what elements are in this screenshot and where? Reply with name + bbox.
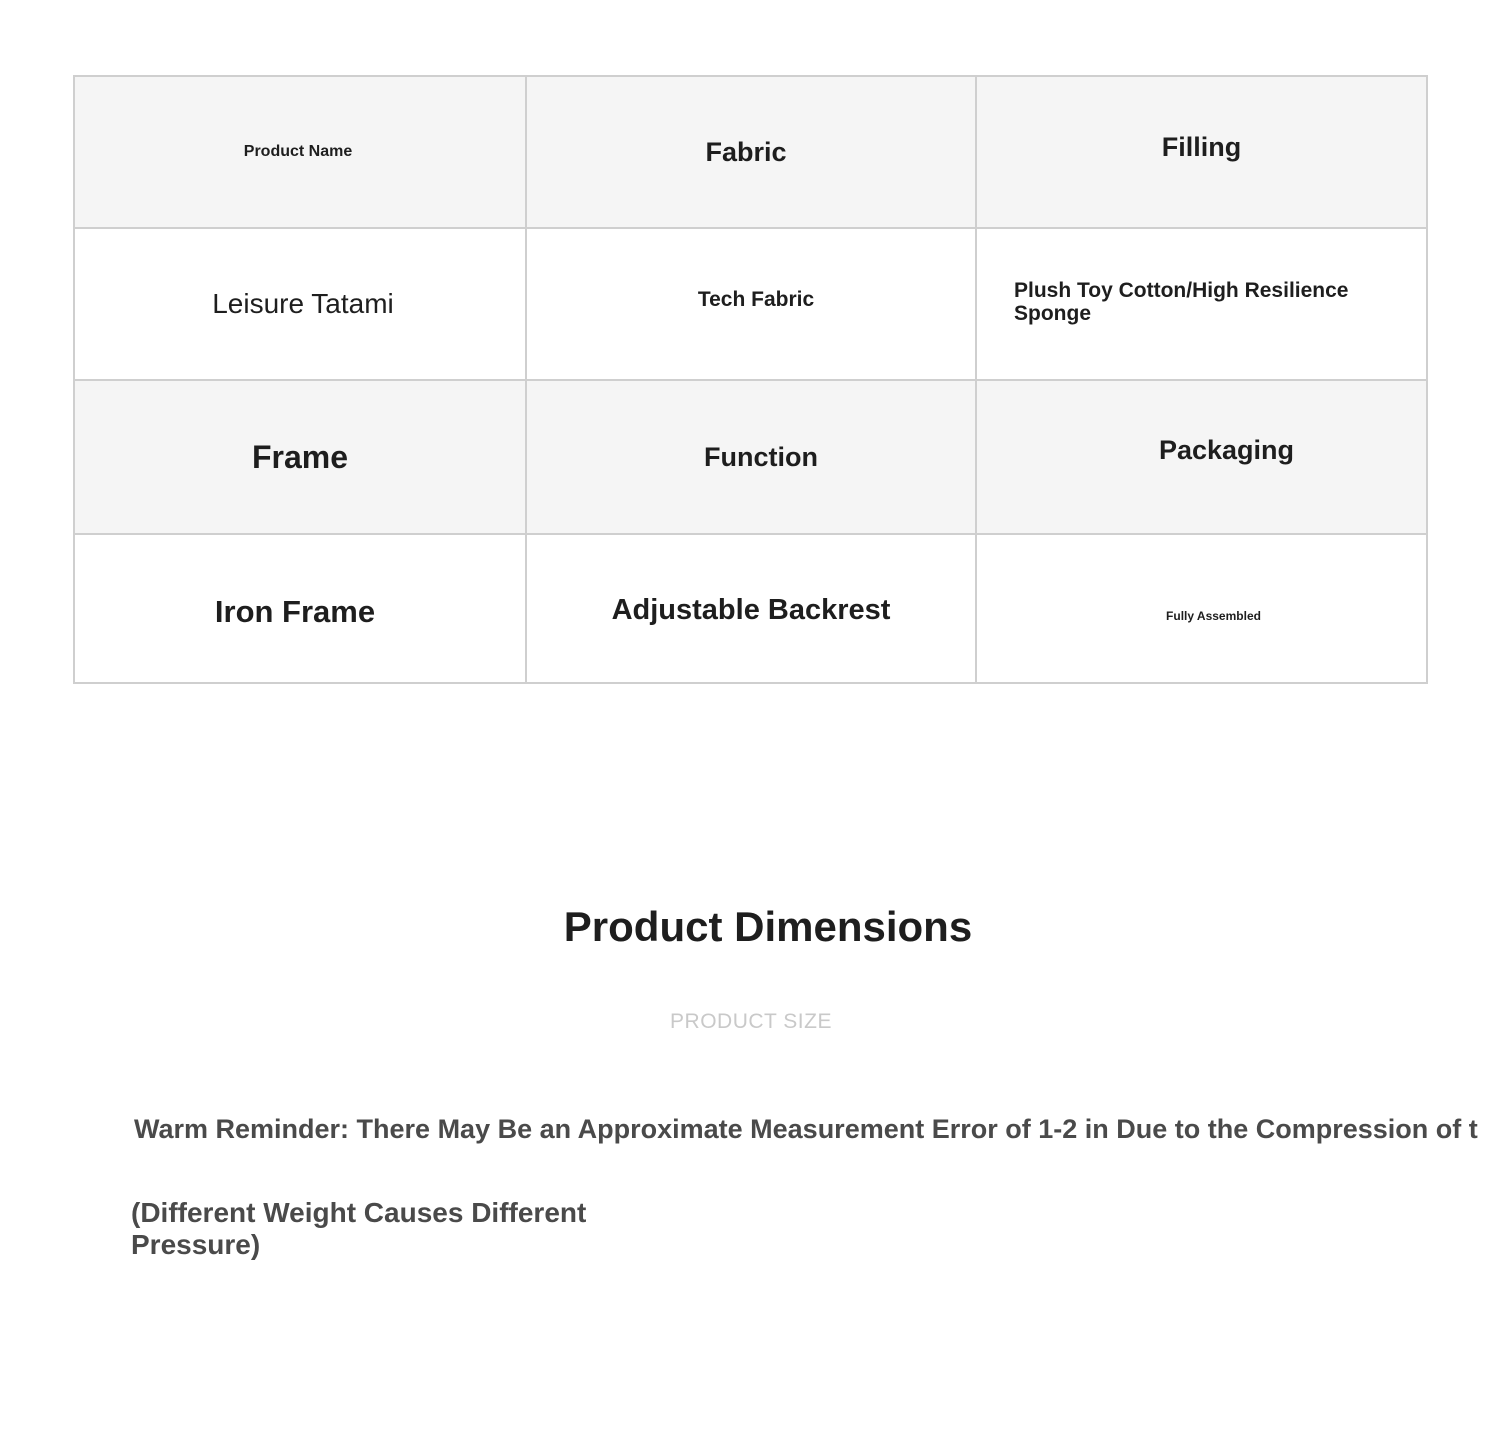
label-product-name: Product Name bbox=[243, 143, 353, 160]
weight-note-text: (Different Weight Causes Different Pressure) bbox=[131, 1197, 587, 1260]
table-cell-value bbox=[527, 229, 977, 381]
table-cell-label bbox=[977, 381, 1426, 535]
table-cell-value bbox=[75, 229, 527, 381]
value-frame: Iron Frame bbox=[214, 594, 376, 629]
label-function: Function bbox=[704, 441, 818, 472]
table-cell-label bbox=[527, 77, 977, 229]
table-cell-label bbox=[75, 381, 527, 535]
value-product-name: Leisure Tatami bbox=[212, 288, 394, 319]
label-packaging: Packaging bbox=[1158, 434, 1295, 465]
section-subtitle: PRODUCT SIZE bbox=[670, 1010, 832, 1033]
table-cell-value bbox=[977, 229, 1426, 381]
value-packaging: Fully Assembled bbox=[1166, 608, 1261, 623]
label-frame: Frame bbox=[251, 438, 349, 475]
value-fabric: Tech Fabric bbox=[697, 287, 815, 311]
table-cell-value bbox=[527, 535, 977, 682]
value-filling: Plush Toy Cotton/High Resilience Sponge bbox=[1014, 279, 1349, 325]
table-cell-label bbox=[75, 77, 527, 229]
label-filling: Filling bbox=[1161, 132, 1242, 162]
section-title: Product Dimensions bbox=[563, 903, 973, 950]
warm-reminder-text: Warm Reminder: There May Be an Approximate Measurement Error of 1-2 in Due to the Compression of t bbox=[134, 1114, 1478, 1144]
table-cell-label bbox=[977, 77, 1426, 229]
spec-table bbox=[73, 75, 1428, 684]
value-function: Adjustable Backrest bbox=[611, 594, 891, 626]
table-cell-label bbox=[527, 381, 977, 535]
table-cell-value bbox=[75, 535, 527, 682]
label-fabric: Fabric bbox=[705, 136, 787, 167]
table-cell-value bbox=[977, 535, 1426, 682]
